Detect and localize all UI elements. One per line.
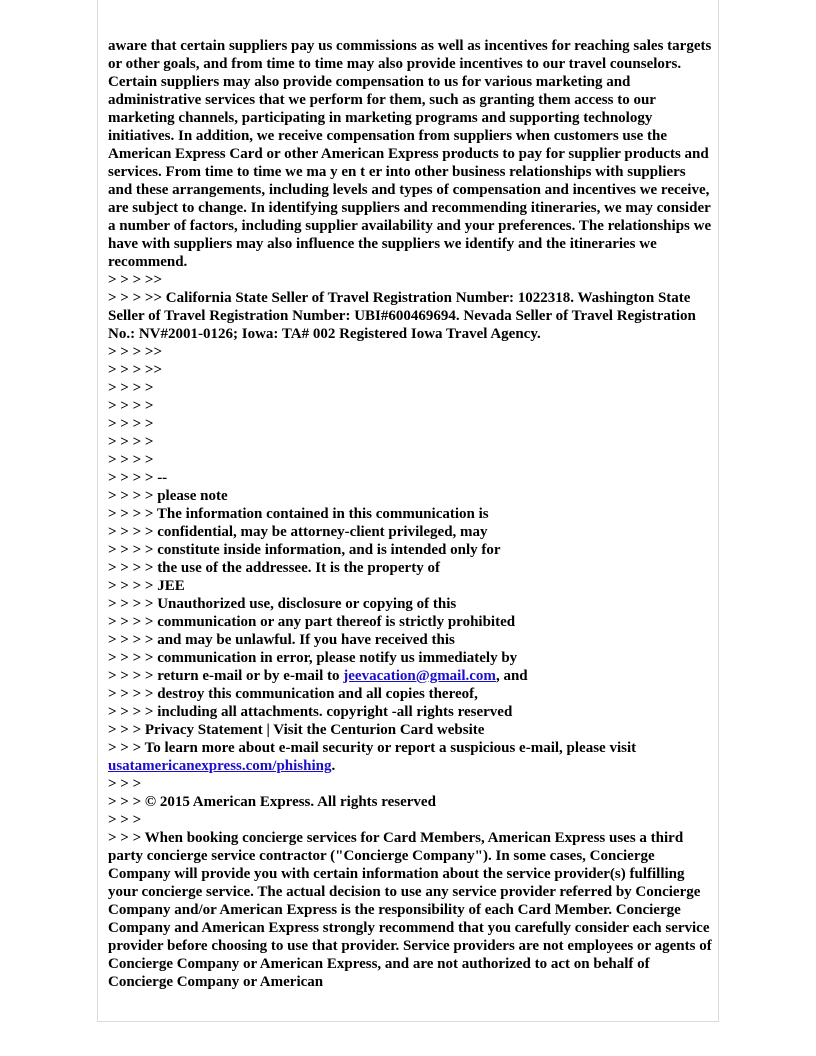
quote-line: > > > > xyxy=(108,380,154,396)
concierge-paragraph: > > > When booking concierge services for Card Members, American Express uses a third party concierge service contractor ("Concierge Company"). In some cases, Concierge Company will provide you with certain information about the service provider(s) fulfilling your concierge service. The actual decision to use any service provider referred by Concierge Company and/or American Express is the responsibility of each Card Member. Concierge Company and American Express strongly recommend that you carefully consider each service provider before choosing to use that provider. Service providers are not employees or agents of Concierge Company or American Express, and are not authorized to act on behalf of Concierge Company or American xyxy=(108,830,712,990)
confidentiality-line: > > > > Unauthorized use, disclosure or copying of this xyxy=(108,596,457,612)
phishing-prefix: > > > To learn more about e-mail security or report a suspicious e-mail, please visit xyxy=(108,740,637,756)
quote-line: > > > > xyxy=(108,452,154,468)
quote-line: > > > > xyxy=(108,398,154,414)
copyright-line: > > > © 2015 American Express. All rights reserved xyxy=(108,794,436,810)
confidentiality-line: > > > > constitute inside information, and is intended only for xyxy=(108,542,501,558)
quote-line: > > > xyxy=(108,812,142,828)
confidentiality-line: > > > > confidential, may be attorney-client privileged, may xyxy=(108,524,488,540)
quote-line: > > > >> xyxy=(108,362,162,378)
confidentiality-line: > > > > communication in error, please notify us immediately by xyxy=(108,650,518,666)
email-link[interactable]: jeevacation@gmail.com xyxy=(343,668,496,684)
confidentiality-line: > > > > JEE xyxy=(108,578,185,594)
quote-line: > > > > xyxy=(108,416,154,432)
confidentiality-line: > > > > please note xyxy=(108,488,228,504)
registration-paragraph: > > > >> California State Seller of Travel Registration Number: 1022318. Washington State Seller of Travel Registration Number: UBI#600469694. Nevada Seller of Travel Registration No.: NV#2001-0126; Iowa: TA# 002 Registered Iowa Travel Agency. xyxy=(108,290,696,342)
confidentiality-line: > > > > communication or any part thereof is strictly prohibited xyxy=(108,614,516,630)
confidentiality-line: > > > > destroy this communication and all copies thereof, xyxy=(108,686,478,702)
signature-separator: > > > > -- xyxy=(108,470,168,486)
phishing-link[interactable]: usatamericanexpress.com/phishing xyxy=(108,758,332,774)
privacy-line: > > > Privacy Statement | Visit the Centurion Card website xyxy=(108,722,485,738)
email-prefix: > > > > return e-mail or by e-mail to xyxy=(108,668,344,684)
quote-line: > > > xyxy=(108,776,142,792)
quote-line: > > > >> xyxy=(108,272,162,288)
suppliers-paragraph: aware that certain suppliers pay us commissions as well as incentives for reaching sales targets or other goals, and from time to time may also provide incentives to our travel counselors. Certain suppliers may also provide compensation to us for various marketing and administrative services that we perform for them, such as granting them access to our marketing channels, participating in marketing programs and supporting technology initiatives. In addition, we receive compensation from suppliers when customers use the American Express Card or other American Express products to pay for supplier products and services. From time to time we ma y en t er into other business relationships with suppliers and these arrangements, including levels and types of compensation and incentives we receive, are subject to change. In identifying suppliers and recommending itineraries, we may consider a number of factors, including supplier availability and your preferences. The relationships we have with suppliers may also influence the suppliers we identify and the itineraries we recommend. xyxy=(108,38,712,270)
confidentiality-line: > > > > the use of the addressee. It is the property of xyxy=(108,560,440,576)
phishing-suffix: . xyxy=(331,758,336,774)
phishing-line xyxy=(108,739,712,775)
confidentiality-line: > > > > The information contained in this communication is xyxy=(108,506,489,522)
confidentiality-line-email xyxy=(108,667,712,685)
quote-line: > > > >> xyxy=(108,344,162,360)
email-suffix: , and xyxy=(495,668,528,684)
quote-line: > > > > xyxy=(108,434,154,450)
confidentiality-line: > > > > including all attachments. copyright -all rights reserved xyxy=(108,704,513,720)
confidentiality-line: > > > > and may be unlawful. If you have received this xyxy=(108,632,455,648)
email-body xyxy=(108,37,712,991)
